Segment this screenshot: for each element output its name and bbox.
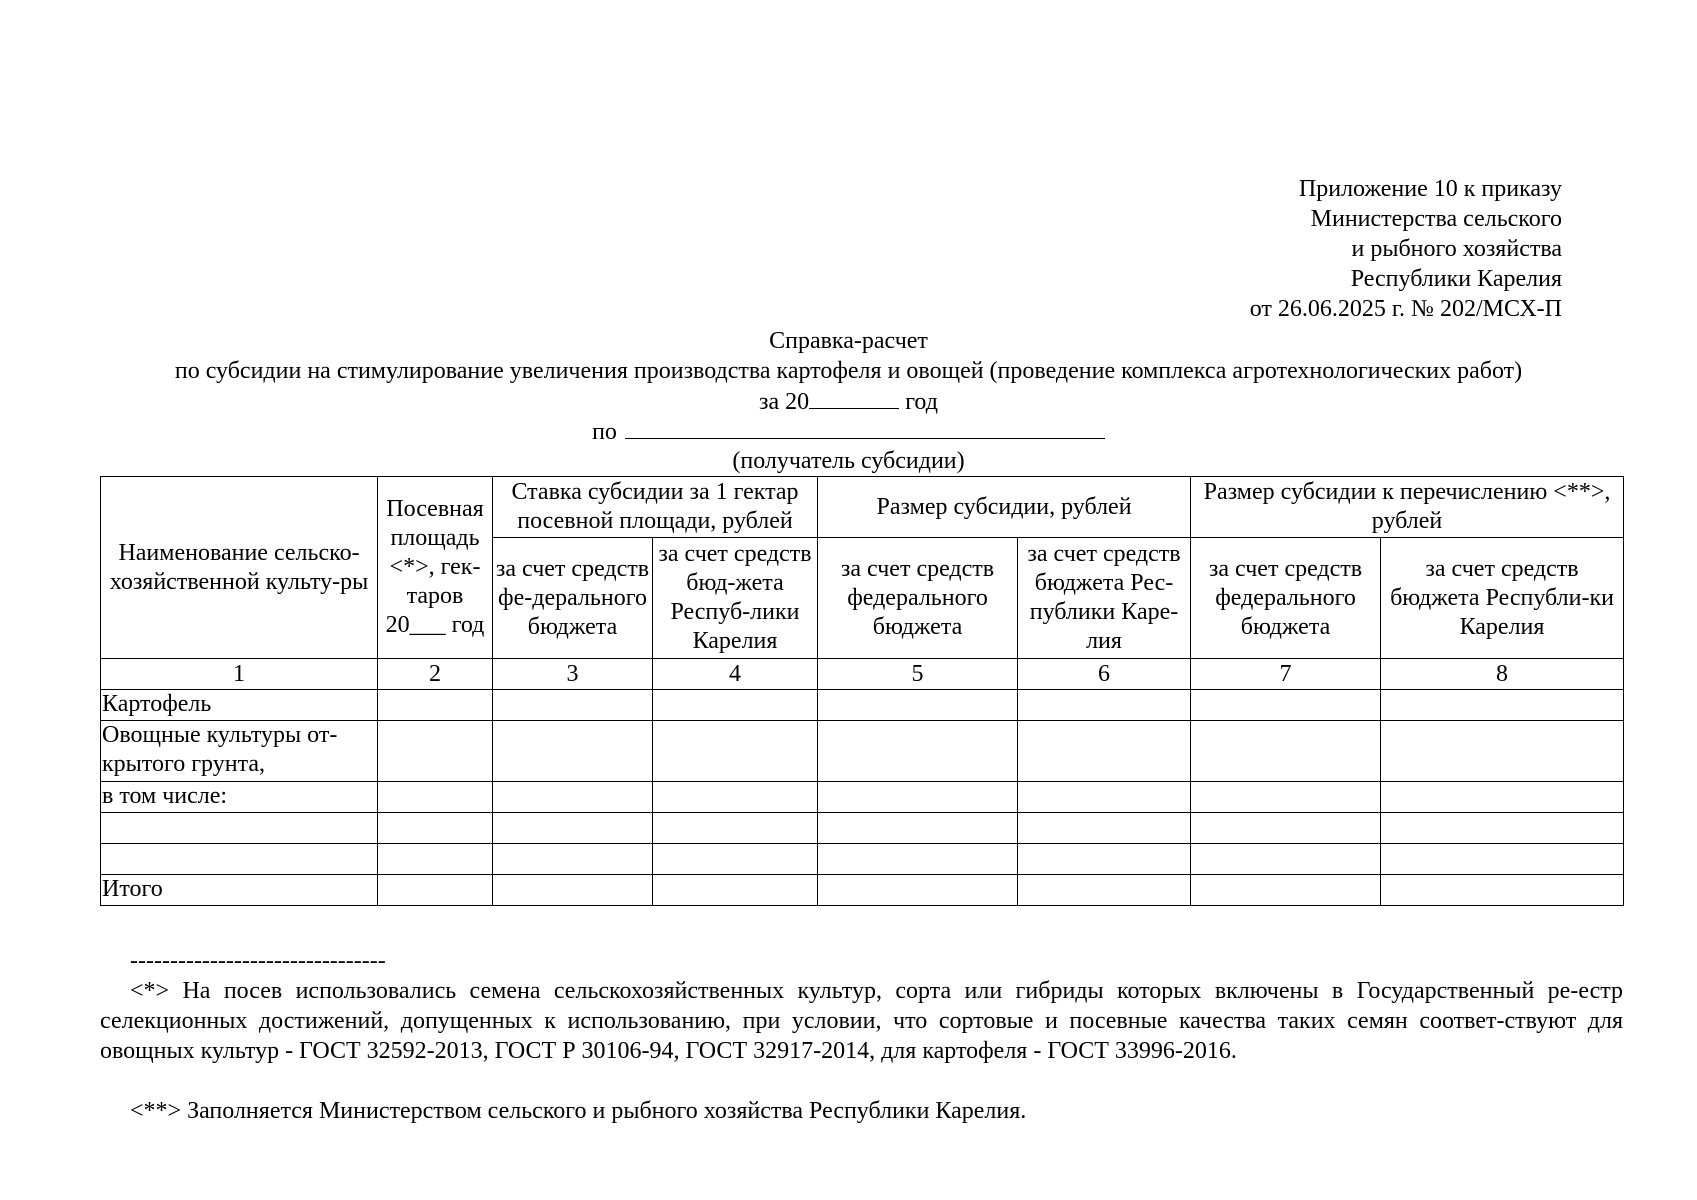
col-header-sown-area: Посевная площадь <*>, гек-таров 20___ год xyxy=(378,477,493,659)
table-cell[interactable] xyxy=(378,782,493,813)
footnote-seeds: <*> На посев использовались семена сельскохозяйственных культур, сорта или гибриды которых включены в Государственный ре-естр селекционных достижений, допущенных к использованию, при условии, что сортовые и посевные качества таких семян соответ-ствуют для овощных культур - ГОСТ 32592-2013, ГОСТ Р 30106-94, ГОСТ 32917-2014, для картофеля - ГОСТ 33996-2016. xyxy=(100,978,1623,1064)
table-cell[interactable] xyxy=(1018,690,1191,721)
column-number: 3 xyxy=(493,659,653,690)
row-label-blank[interactable] xyxy=(101,844,378,875)
table-cell[interactable] xyxy=(1191,690,1381,721)
document-subtitle xyxy=(0,356,1697,386)
recipient-prefix: по xyxy=(592,419,617,445)
table-cell[interactable] xyxy=(1191,844,1381,875)
document-subtitle-text: по субсидии на стимулирование увеличения производства картофеля и овощей (проведение комплекса агротехнологических работ) xyxy=(174,358,1523,384)
table-cell[interactable] xyxy=(1018,813,1191,844)
table-cell[interactable] xyxy=(1018,844,1191,875)
table-row xyxy=(101,782,1624,813)
recipient-line xyxy=(0,416,1697,447)
column-number: 5 xyxy=(818,659,1018,690)
table-cell[interactable] xyxy=(1018,875,1191,906)
document-heading: Справка-расчет xyxy=(769,328,928,354)
table-cell[interactable] xyxy=(1381,844,1624,875)
appendix-line: Министерства сельского xyxy=(1310,206,1562,232)
table-cell[interactable] xyxy=(1191,782,1381,813)
appendix-line: от 26.06.2025 г. № 202/МСХ-П xyxy=(1249,296,1562,322)
reporting-period xyxy=(0,386,1697,417)
recipient-blank-field[interactable] xyxy=(625,416,1105,439)
table-cell[interactable] xyxy=(653,782,818,813)
table-cell[interactable] xyxy=(493,813,653,844)
table-cell[interactable] xyxy=(1381,690,1624,721)
sub-header-rate-republic: за счет средств бюд-жета Респуб-лики Карелия xyxy=(653,538,818,659)
table-row xyxy=(101,875,1624,906)
recipient-caption xyxy=(0,446,1697,476)
table-cell[interactable] xyxy=(1191,875,1381,906)
table-cell[interactable] xyxy=(1018,782,1191,813)
table-cell[interactable] xyxy=(493,721,653,782)
table-cell[interactable] xyxy=(653,813,818,844)
table-cell[interactable] xyxy=(378,690,493,721)
table-cell[interactable] xyxy=(1381,782,1624,813)
group-header-rate: Ставка субсидии за 1 гектар посевной площади, рублей xyxy=(493,477,818,538)
column-number: 6 xyxy=(1018,659,1191,690)
appendix-header xyxy=(1250,174,1562,324)
table-cell[interactable] xyxy=(818,690,1018,721)
row-label-potato: Картофель xyxy=(101,690,378,721)
sub-header-rate-federal: за счет средств фе-дерального бюджета xyxy=(493,538,653,659)
table-row xyxy=(101,690,1624,721)
table-cell[interactable] xyxy=(378,875,493,906)
year-blank-field[interactable] xyxy=(809,386,899,409)
table-row xyxy=(101,813,1624,844)
document-title xyxy=(0,326,1697,356)
sub-header-amount-federal: за счет средств федерального бюджета xyxy=(818,538,1018,659)
table-cell[interactable] xyxy=(818,844,1018,875)
period-prefix: за 20 xyxy=(759,389,810,415)
sub-header-transfer-republic: за счет средств бюджета Республи-ки Карелия xyxy=(1381,538,1624,659)
table-cell[interactable] xyxy=(653,690,818,721)
recipient-caption-text: (получатель субсидии) xyxy=(732,448,965,474)
table-cell[interactable] xyxy=(493,875,653,906)
sub-header-transfer-federal: за счет средств федерального бюджета xyxy=(1191,538,1381,659)
sub-header-amount-republic: за счет средств бюджета Рес-публики Каре-лия xyxy=(1018,538,1191,659)
row-label-open-ground-vegetables: Овощные культуры от-крытого грунта, xyxy=(101,721,378,782)
table-cell[interactable] xyxy=(818,782,1018,813)
period-suffix: год xyxy=(899,389,938,415)
table-cell[interactable] xyxy=(653,875,818,906)
table-cell[interactable] xyxy=(1381,813,1624,844)
appendix-line: Республики Карелия xyxy=(1350,266,1562,292)
table-cell[interactable] xyxy=(1191,721,1381,782)
row-label-including: в том числе: xyxy=(101,782,378,813)
appendix-line: Приложение 10 к приказу xyxy=(1298,176,1562,202)
group-header-amount: Размер субсидии, рублей xyxy=(818,477,1191,538)
column-number-row xyxy=(101,659,1624,690)
table-cell[interactable] xyxy=(1381,875,1624,906)
table-row xyxy=(101,844,1624,875)
column-number: 7 xyxy=(1191,659,1381,690)
table-cell[interactable] xyxy=(653,844,818,875)
table-cell[interactable] xyxy=(1018,721,1191,782)
subsidy-table xyxy=(100,476,1624,906)
table-cell[interactable] xyxy=(493,782,653,813)
table-cell[interactable] xyxy=(378,813,493,844)
row-label-blank[interactable] xyxy=(101,813,378,844)
column-number: 1 xyxy=(101,659,378,690)
table-cell[interactable] xyxy=(378,721,493,782)
table-cell[interactable] xyxy=(493,690,653,721)
row-label-total: Итого xyxy=(101,875,378,906)
column-number: 4 xyxy=(653,659,818,690)
table-row xyxy=(101,721,1624,782)
col-header-crop-name: Наименование сельско-хозяйственной культу-ры xyxy=(101,477,378,659)
column-number: 8 xyxy=(1381,659,1624,690)
column-number: 2 xyxy=(378,659,493,690)
table-cell[interactable] xyxy=(818,721,1018,782)
appendix-line: и рыбного хозяйства xyxy=(1351,236,1562,262)
table-cell[interactable] xyxy=(818,813,1018,844)
table-cell[interactable] xyxy=(1191,813,1381,844)
footnote-separator: -------------------------------- xyxy=(130,948,386,974)
footnote-ministry: <**> Заполняется Министерством сельского и рыбного хозяйства Республики Карелия. xyxy=(130,1098,1027,1124)
table-cell[interactable] xyxy=(378,844,493,875)
table-cell[interactable] xyxy=(1381,721,1624,782)
table-cell[interactable] xyxy=(653,721,818,782)
group-header-transfer: Размер субсидии к перечислению <**>, рублей xyxy=(1191,477,1624,538)
table-cell[interactable] xyxy=(818,875,1018,906)
table-cell[interactable] xyxy=(493,844,653,875)
